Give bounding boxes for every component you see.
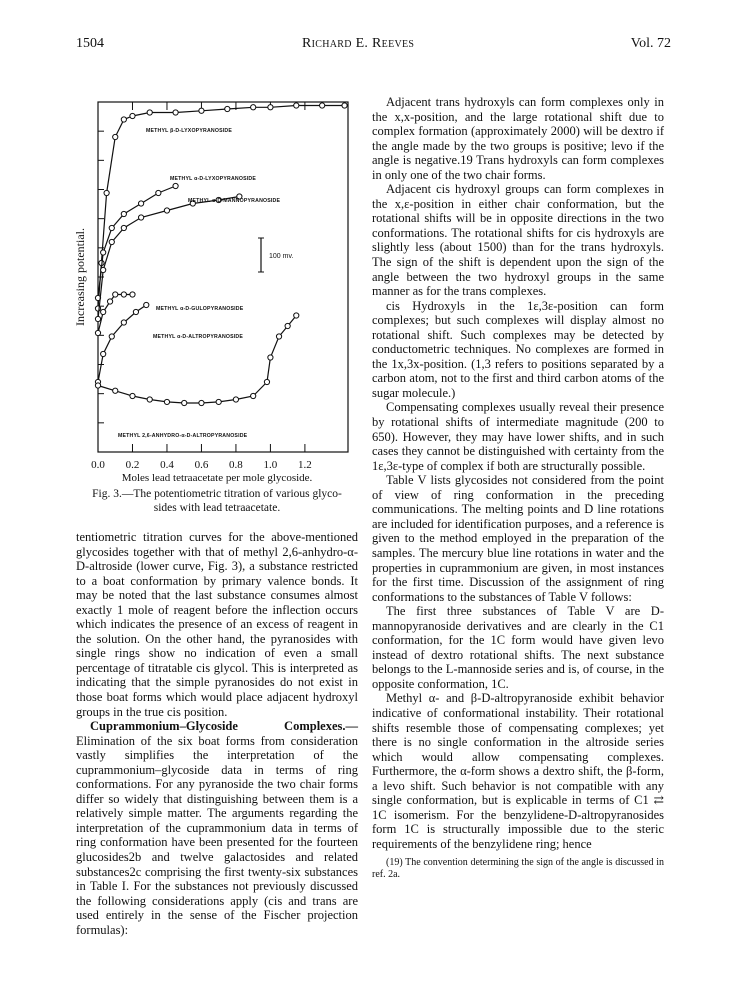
x-tick-label: 0.8 — [229, 459, 243, 471]
data-point — [95, 383, 100, 388]
data-point — [130, 292, 135, 297]
figure-caption-line1: Fig. 3.—The potentiometric titration of various glyco- — [92, 488, 342, 500]
data-point — [139, 215, 144, 220]
section-heading: Cuprammonium–Glycoside Complexes.— — [90, 719, 358, 734]
data-point — [173, 183, 178, 188]
data-point — [216, 399, 221, 404]
right-column — [372, 95, 664, 881]
left-paragraph-1: tentiometric titration curves for the above-mentioned glycosides together with that of methyl 2,6-anhydro-α-D-altroside (lower curve, Fig. 3), a substance restricted to a boat conformation by primary valence bonds. It may be noted that the last substance consumes almost exactly 1 mole of reagent before the inflection occurs which indicates the presence of an excess of reagent in the solution. On the other hand, the pyranosides with single rings show no indication of even a small percentage of titratable cis glycol. This is interpreted as indicating that the simple pyranosides do not exist in those boat forms which would place adjacent hydroxyl groups in the true cis position. — [76, 530, 358, 719]
data-point — [95, 330, 100, 335]
data-point — [121, 117, 126, 122]
right-paragraph-3: cis Hydroxyls in the 1ε,3ε-position can form complexes; but such complexes will display almost no rotational shift. Such complexes may be detected by conductometric techniques. No complexes are formed in the 1x,3x-position. (1,3 refers to positions separated by a carbon atom, not to the first and third carbon atoms of the sugar molecule.) — [372, 298, 664, 400]
data-point — [113, 292, 118, 297]
data-point — [121, 320, 126, 325]
volume-label: Vol. 72 — [630, 36, 671, 51]
data-point — [199, 400, 204, 405]
series-label: METHYL α-D-LYXOPYRANOSIDE — [170, 176, 257, 182]
data-point — [113, 134, 118, 139]
data-point — [147, 397, 152, 402]
series-line — [98, 316, 296, 404]
x-tick-label: 1.2 — [298, 459, 312, 471]
x-tick-label: 0.2 — [125, 459, 140, 471]
x-axis-label: Moles lead tetraacetate per mole glycoside. — [121, 472, 313, 484]
data-point — [182, 400, 187, 405]
data-point — [109, 239, 114, 244]
series-label: METHYL α-D-MANNOPYRANOSIDE — [188, 198, 281, 204]
data-point — [107, 299, 112, 304]
data-point — [113, 388, 118, 393]
right-paragraph-7: Methyl α- and β-D-altropyranoside exhibit behavior indicative of conformational instability. Their rotational shifts resemble those of compensating complexes; yet there is no single conformation in the altroside series which would allow compensating complexes. Furthermore, the α-form shows a dextro shift, the β-form, a levo shift. Such behavior is not compatible with any single conformation, but is explicable in terms of C1 ⇄ 1C isomerism. For the benzylidene-D-altropyranosides form 1C is structurally impossible due to the steric requirements of the benzylidene ring; hence — [372, 691, 664, 851]
y-axis-label: Increasing potential. — [73, 228, 87, 326]
plot-frame — [98, 102, 348, 452]
x-tick-label: 1.0 — [263, 459, 278, 471]
data-point — [130, 113, 135, 118]
right-paragraph-4: Compensating complexes usually reveal their presence by rotational shifts of intermediate magnitude (200 to 650). However, they may have lower shifts, and in such cases they cannot be distinguished with certainty from the 1ε,3ε-type of complex if both are structurally possible. — [372, 400, 664, 473]
right-paragraph-1: Adjacent trans hydroxyls can form complexes only in the x,x-position, and the large rotational shift due to complex formation (approximately 2000) will be dextro if the angle made by the two groups is positive; levo if the angle is negative.19 Trans hydroxyls can form complexes in only one of the two chair forms. — [372, 95, 664, 182]
data-point — [156, 190, 161, 195]
data-point — [121, 225, 126, 230]
scale-bar-label: 100 mv. — [269, 253, 294, 260]
data-point — [101, 309, 106, 314]
data-point — [164, 399, 169, 404]
data-point — [268, 355, 273, 360]
data-point — [101, 267, 106, 272]
data-point — [251, 105, 256, 110]
running-header-author: Richard E. Reeves — [302, 36, 415, 51]
data-point — [164, 208, 169, 213]
series-label: METHYL α-D-ALTROPYRANOSIDE — [153, 334, 244, 340]
data-point — [294, 313, 299, 318]
data-point — [233, 397, 238, 402]
right-paragraph-2: Adjacent cis hydroxyl groups can form complexes in the x,ε-position in either chair conformation, but the rotational shifts will be in opposite directions in the two conformations. The rotational shifts for cis hydroxyls are slightly less (about 1500) than for the trans hydroxyls. The sign of the shift is dependent upon the sign of the angle between the two hydroxyl groups in the same manner as for the trans complexes. — [372, 182, 664, 299]
left-paragraph-2: Elimination of the six boat forms from consideration vastly simplifies the interpretation of the cuprammonium–glycoside data in terms of ring conformations. For any pyranoside the two chair forms differ so widely that distinguishing between them is a relatively simple matter. The arguments regarding the interpretation of the cuprammonium data in terms of ring conformation have been presented for the fourteen glucosides2b and twelve galactosides and related substances2c comprising the first twenty-six substances in Table I. For the substances not previously discussed the following considerations apply (cis and trans are used entirely in the sense of the Fischer projection formulas): — [76, 733, 358, 937]
data-point — [104, 190, 109, 195]
data-point — [251, 393, 256, 398]
series-line — [98, 305, 146, 382]
right-paragraph-5: Table V lists glycosides not considered from the point of view of ring conformation in the preceding communications. The melting points and D line rotations are included for identification purposes, and a reference is given to the method employed in the preparation of the samples. The mercury blue line rotations in water and the properties in cuprammonium are given, in most instances for the first time. Discussion of the assignment of ring conformations to the substances of Table V follows: — [372, 473, 664, 604]
data-point — [95, 316, 100, 321]
data-point — [101, 351, 106, 356]
titration-figure — [70, 90, 360, 510]
data-point — [264, 379, 269, 384]
data-point — [225, 106, 230, 111]
data-point — [268, 105, 273, 110]
series-line — [98, 197, 239, 320]
figure-caption-line2: sides with lead tetraacetate. — [153, 502, 281, 514]
data-point — [109, 225, 114, 230]
x-tick-label: 0.4 — [160, 459, 174, 471]
footnote: (19) The convention determining the sign of the angle is discussed in ref. 2a. — [372, 857, 664, 881]
data-point — [139, 201, 144, 206]
data-point — [101, 250, 106, 255]
series-label: METHYL β-D-LYXOPYRANOSIDE — [146, 128, 232, 134]
page-number: 1504 — [76, 36, 104, 51]
data-point — [285, 323, 290, 328]
data-point — [133, 309, 138, 314]
left-column — [76, 530, 358, 937]
series-label: METHYL 2,6-ANHYDRO-α-D-ALTROPYRANOSIDE — [118, 433, 248, 439]
data-point — [121, 292, 126, 297]
data-point — [121, 211, 126, 216]
data-point — [276, 334, 281, 339]
data-point — [342, 103, 347, 108]
x-tick-label: 0.0 — [91, 459, 105, 471]
data-point — [320, 103, 325, 108]
titration-chart — [70, 90, 360, 510]
data-point — [144, 302, 149, 307]
right-paragraph-6: The first three substances of Table V are D-mannopyranoside derivatives and are clearly in the C1 conformation, for the 1C form would have given levo instead of dextro rotational shifts. The next substance belongs to the L-mannoside series and is, of course, in the opposite conformation, 1C. — [372, 604, 664, 691]
x-tick-label: 0.6 — [194, 459, 209, 471]
data-point — [130, 393, 135, 398]
data-point — [294, 103, 299, 108]
data-point — [199, 108, 204, 113]
series-label: METHYL α-D-GULOPYRANOSIDE — [156, 306, 244, 312]
data-point — [147, 110, 152, 115]
data-point — [173, 110, 178, 115]
data-point — [109, 334, 114, 339]
